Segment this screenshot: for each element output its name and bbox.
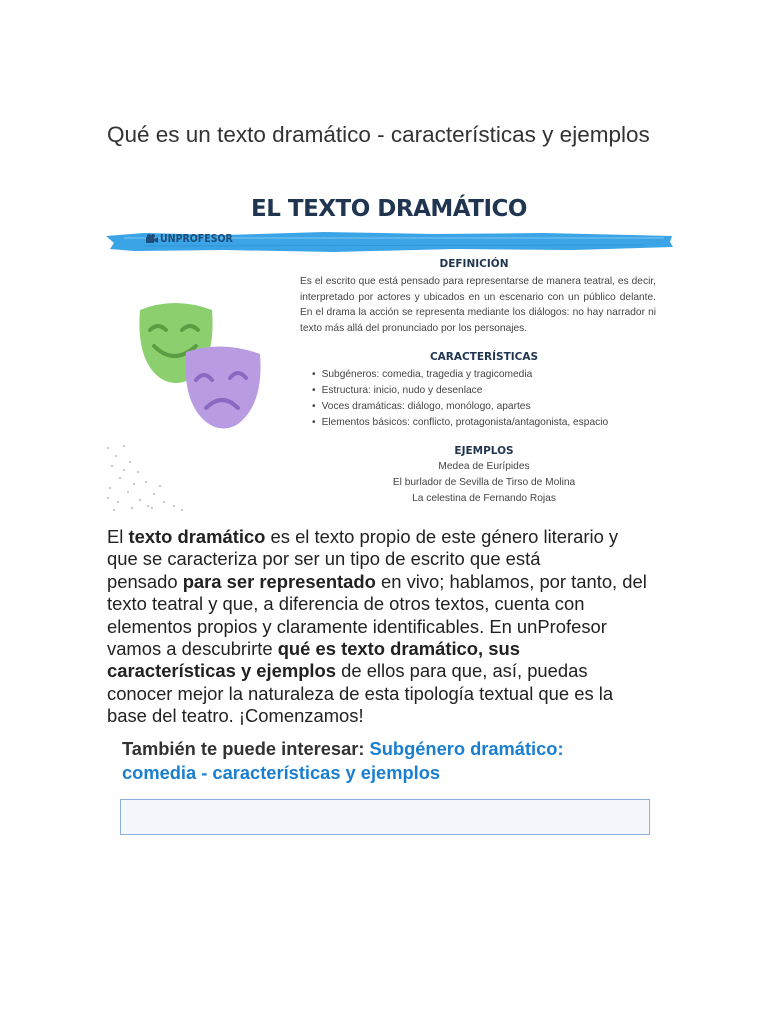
empty-content-box bbox=[120, 799, 650, 835]
page-title: Qué es un texto dramático - características y ejemplos bbox=[107, 122, 650, 147]
camera-icon bbox=[146, 234, 158, 244]
text-run: vamos a descubrirte bbox=[107, 638, 278, 660]
text-line: que se caracteriza por ser un tipo de escrito que está bbox=[107, 548, 541, 570]
text-run: de ellos para que, así, puedas bbox=[336, 660, 588, 682]
decorative-dots-pattern bbox=[104, 442, 194, 512]
related-article bbox=[122, 737, 662, 785]
infographic-heading: EL TEXTO DRAMÁTICO bbox=[251, 196, 527, 222]
brand-logo-text: UNPROFESOR bbox=[160, 233, 233, 245]
bold-term: texto dramático bbox=[128, 526, 266, 547]
sad-mask-icon bbox=[185, 346, 260, 428]
text-run: El bbox=[107, 526, 129, 547]
text-line: elementos propios y claramente identificables. En unProfesor bbox=[107, 615, 607, 637]
theatre-masks-illustration bbox=[134, 300, 264, 435]
text-line: base del teatro. ¡Comenzamos! bbox=[107, 705, 364, 727]
infographic bbox=[104, 180, 674, 518]
related-link[interactable]: Subgénero dramático: bbox=[369, 738, 564, 759]
bold-term: características y ejemplos bbox=[107, 660, 337, 682]
examples-title: EJEMPLOS bbox=[454, 445, 514, 457]
definition-text: Es el escrito que está pensado para representarse de manera teatral, es decir, interpretado por actores y ubicados en un escenario con un público delante. En el drama la acción se representa mediante los diálogos: no hay narrador ni texto más allá del pronunciado por los personajes. bbox=[300, 276, 656, 335]
text-run: es el texto propio de este género literario y bbox=[265, 526, 619, 547]
related-prefix: También te puede interesar: bbox=[122, 738, 370, 759]
list-item: • Elementos básicos: conflicto, protagonista/antagonista, espacio bbox=[300, 415, 608, 431]
text-run: en vivo; hablamos, por tanto, del bbox=[375, 570, 647, 592]
related-link-continued[interactable]: comedia - características y ejemplos bbox=[122, 762, 441, 783]
list-item: • Voces dramáticas: diálogo, monólogo, apartes bbox=[300, 399, 608, 415]
example-item: La celestina de Fernando Rojas bbox=[412, 493, 556, 504]
characteristics-title: CARACTERÍSTICAS bbox=[429, 351, 539, 363]
list-item: • Estructura: inicio, nudo y desenlace bbox=[300, 383, 608, 399]
example-item: Medea de Eurípides bbox=[438, 461, 530, 472]
intro-paragraph bbox=[107, 526, 667, 728]
bold-term: qué es texto dramático, sus bbox=[277, 638, 520, 660]
text-line: texto teatral y que, a diferencia de otros textos, cuenta con bbox=[107, 593, 585, 615]
example-item: El burlador de Sevilla de Tirso de Molina bbox=[392, 477, 576, 488]
definition-title: DEFINICIÓN bbox=[439, 258, 509, 270]
text-line: conocer mejor la naturaleza de esta tipología textual que es la bbox=[107, 682, 614, 704]
list-item: • Subgéneros: comedia, tragedia y tragicomedia bbox=[300, 367, 608, 383]
text-run: pensado bbox=[107, 570, 183, 592]
characteristics-list bbox=[300, 367, 608, 431]
bold-term: para ser representado bbox=[182, 570, 376, 592]
